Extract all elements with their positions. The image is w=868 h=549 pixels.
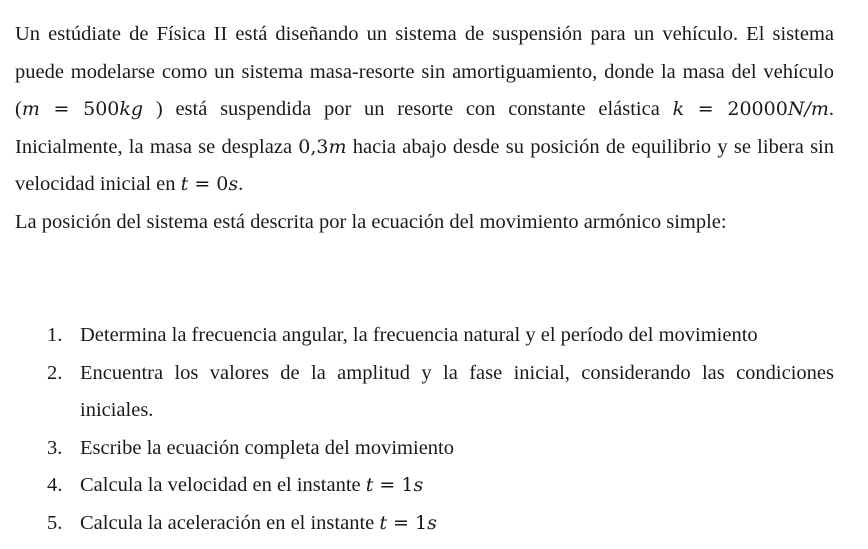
question-text: Encuentra los valores de la amplitud y la fase inicial, considerando las condiciones iniciales. [80, 361, 834, 422]
mass-unit: kg [119, 98, 144, 121]
mass-value: = 500 [39, 98, 120, 121]
question-item [15, 505, 834, 543]
question-number: 4. [47, 474, 63, 497]
time-unit: s [427, 511, 437, 534]
time-unit: s [413, 474, 424, 497]
question-item [15, 430, 834, 468]
intro-text-2: ) está suspendida por un resorte con constante elástica [143, 98, 673, 121]
intro-text-4: hacia abajo desde su posición de equilibrio y se libera sin velocidad inicial en [15, 135, 835, 196]
displacement-value: 0,3 [298, 135, 329, 158]
question-text: Calcula la velocidad en el instante [80, 474, 366, 497]
problem-intro [15, 16, 834, 204]
problem-document [15, 16, 835, 534]
initial-time-value: = 0 [188, 173, 229, 196]
initial-time-variable: t [180, 173, 189, 196]
spring-constant-expression [673, 98, 829, 120]
question-text: Escribe la ecuación completa del movimiento [80, 436, 454, 459]
time-value: = 1 [373, 474, 414, 497]
time-variable: t [365, 474, 374, 497]
mass-expression [22, 98, 143, 120]
displacement-unit: m [328, 135, 347, 158]
mass-variable: m [21, 98, 40, 121]
spring-constant-value: = 20000 [684, 98, 788, 121]
time-variable: t [379, 511, 388, 534]
question-number: 1. [47, 324, 63, 346]
spring-constant-variable: k [672, 98, 685, 121]
initial-time-expression [181, 173, 239, 195]
initial-time-unit: s [228, 173, 239, 196]
question-number: 2. [47, 361, 63, 384]
equation-statement: La posición del sistema está descrita por la ecuación del movimiento armónico simple: [15, 210, 727, 233]
question-item [15, 317, 834, 355]
question-number: 5. [47, 511, 63, 534]
intro-text-3: . Inicialmente, la masa se desplaza [15, 98, 834, 158]
displacement-expression [298, 136, 346, 158]
time-expression [379, 512, 437, 534]
question-item [15, 355, 834, 430]
question-text: Calcula la aceleración en el instante [80, 511, 380, 534]
question-list [15, 317, 834, 543]
spring-constant-unit: N/m [787, 98, 829, 121]
intro-text-5: . [238, 173, 244, 196]
question-text: Determina la frecuencia angular, la frecuencia natural y el período del movimiento [80, 324, 758, 346]
time-value: = 1 [387, 511, 428, 534]
question-number: 3. [47, 436, 63, 459]
question-item [15, 467, 834, 505]
time-expression [366, 474, 424, 496]
intro-text-1: Un estúdiate de Física II está diseñando un sistema de suspensión para un vehículo. El sistema puede modelarse como un sistema masa-resorte sin amortiguamiento, donde la masa del vehículo ( [15, 23, 834, 121]
